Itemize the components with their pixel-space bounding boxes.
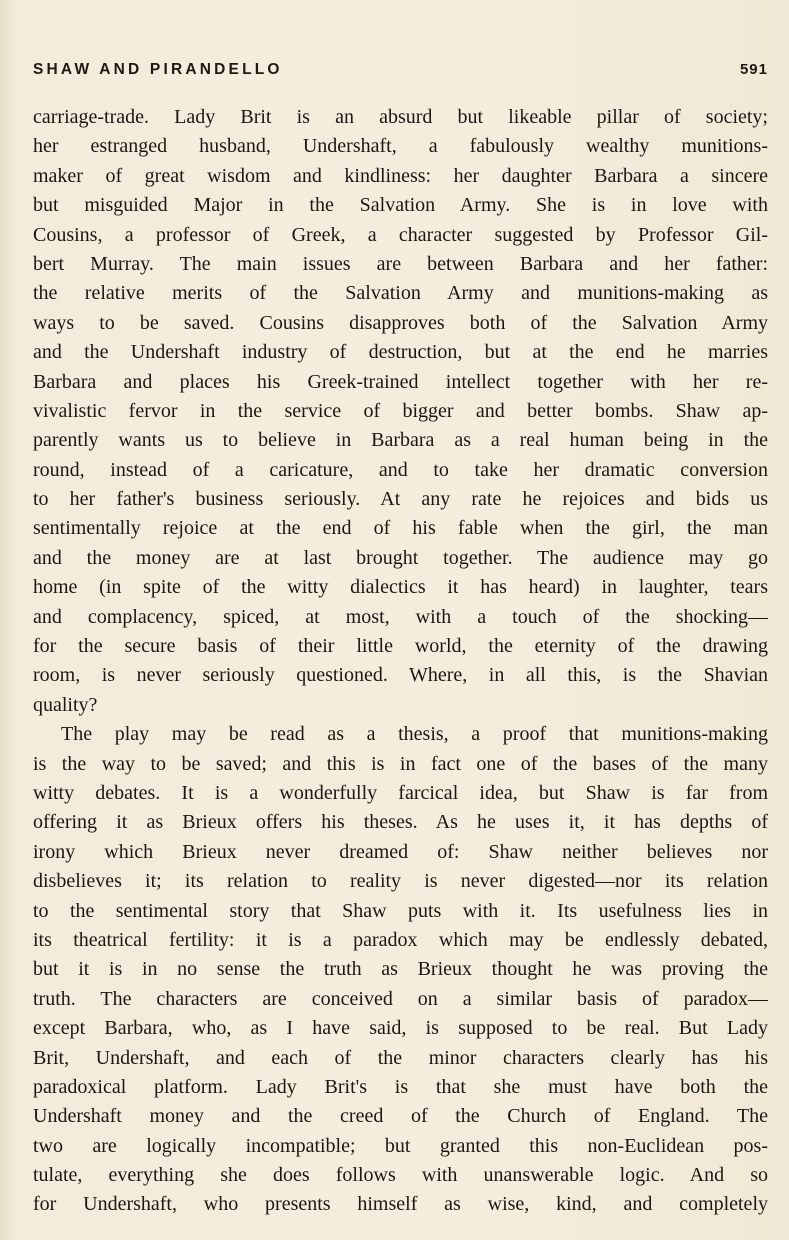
text-line: her estranged husband, Undershaft, a fabulously wealthy munitions- <box>33 135 768 158</box>
text-line-paragraph-start: The play may be read as a thesis, a proof that munitions-making <box>61 723 768 746</box>
text-line: to her father's business seriously. At any rate he rejoices and bids us <box>33 488 768 511</box>
text-line: for Undershaft, who presents himself as wise, kind, and completely <box>33 1193 768 1216</box>
text-line: Brit, Undershaft, and each of the minor characters clearly has his <box>33 1046 768 1069</box>
text-line: its theatrical fertility: it is a paradox which may be endlessly debated, <box>33 928 768 951</box>
text-line: Barbara and places his Greek-trained intellect together with her re- <box>33 370 768 393</box>
text-line: offering it as Brieux offers his theses. As he uses it, it has depths of <box>33 811 768 834</box>
text-line: home (in spite of the witty dialectics it has heard) in laughter, tears <box>33 576 768 599</box>
text-line: room, is never seriously questioned. Where, in all this, is the Shavian <box>33 664 768 687</box>
text-line: Undershaft money and the creed of the Church of England. The <box>33 1105 768 1128</box>
text-line: parently wants us to believe in Barbara as a real human being in the <box>33 429 768 452</box>
text-line: to the sentimental story that Shaw puts with it. Its usefulness lies in <box>33 899 768 922</box>
text-line: maker of great wisdom and kindliness: her daughter Barbara a sincere <box>33 164 768 187</box>
text-line: paradoxical platform. Lady Brit's is that she must have both the <box>33 1075 768 1098</box>
text-line: disbelieves it; its relation to reality is never digested—nor its relation <box>33 870 768 893</box>
text-line: Cousins, a professor of Greek, a character suggested by Professor Gil- <box>33 223 768 246</box>
text-line: the relative merits of the Salvation Army and munitions-making as <box>33 282 768 305</box>
running-head: SHAW AND PIRANDELLO <box>33 61 283 78</box>
text-line: carriage-trade. Lady Brit is an absurd but likeable pillar of society; <box>33 106 768 128</box>
body-text <box>33 103 768 1220</box>
text-line: except Barbara, who, as I have said, is supposed to be real. But Lady <box>33 1017 768 1040</box>
text-line: and complacency, spiced, at most, with a touch of the shocking— <box>33 605 768 628</box>
text-line-paragraph-end: quality? <box>33 693 98 716</box>
text-line: round, instead of a caricature, and to take her dramatic conversion <box>33 458 768 481</box>
text-line: and the money are at last brought together. The audience may go <box>33 546 768 569</box>
text-line: but it is in no sense the truth as Brieux thought he was proving the <box>33 958 768 981</box>
page-header <box>33 61 768 87</box>
text-line: truth. The characters are conceived on a similar basis of paradox— <box>33 987 768 1010</box>
text-line: bert Murray. The main issues are between Barbara and her father: <box>33 252 768 275</box>
text-line: irony which Brieux never dreamed of: Shaw neither believes nor <box>33 840 768 863</box>
text-line: for the secure basis of their little world, the eternity of the drawing <box>33 635 768 658</box>
text-line: ways to be saved. Cousins disapproves both of the Salvation Army <box>33 311 768 334</box>
text-line: but misguided Major in the Salvation Army. She is in love with <box>33 194 768 217</box>
text-line: witty debates. It is a wonderfully farcical idea, but Shaw is far from <box>33 781 768 804</box>
text-line: is the way to be saved; and this is in fact one of the bases of the many <box>33 752 768 775</box>
text-line: tulate, everything she does follows with unanswerable logic. And so <box>33 1164 768 1187</box>
text-line: vivalistic fervor in the service of bigger and better bombs. Shaw ap- <box>33 399 768 422</box>
text-line: and the Undershaft industry of destruction, but at the end he marries <box>33 341 768 364</box>
text-line: sentimentally rejoice at the end of his fable when the girl, the man <box>33 517 768 540</box>
page-number: 591 <box>739 61 768 78</box>
text-line: two are logically incompatible; but granted this non-Euclidean pos- <box>33 1134 768 1157</box>
